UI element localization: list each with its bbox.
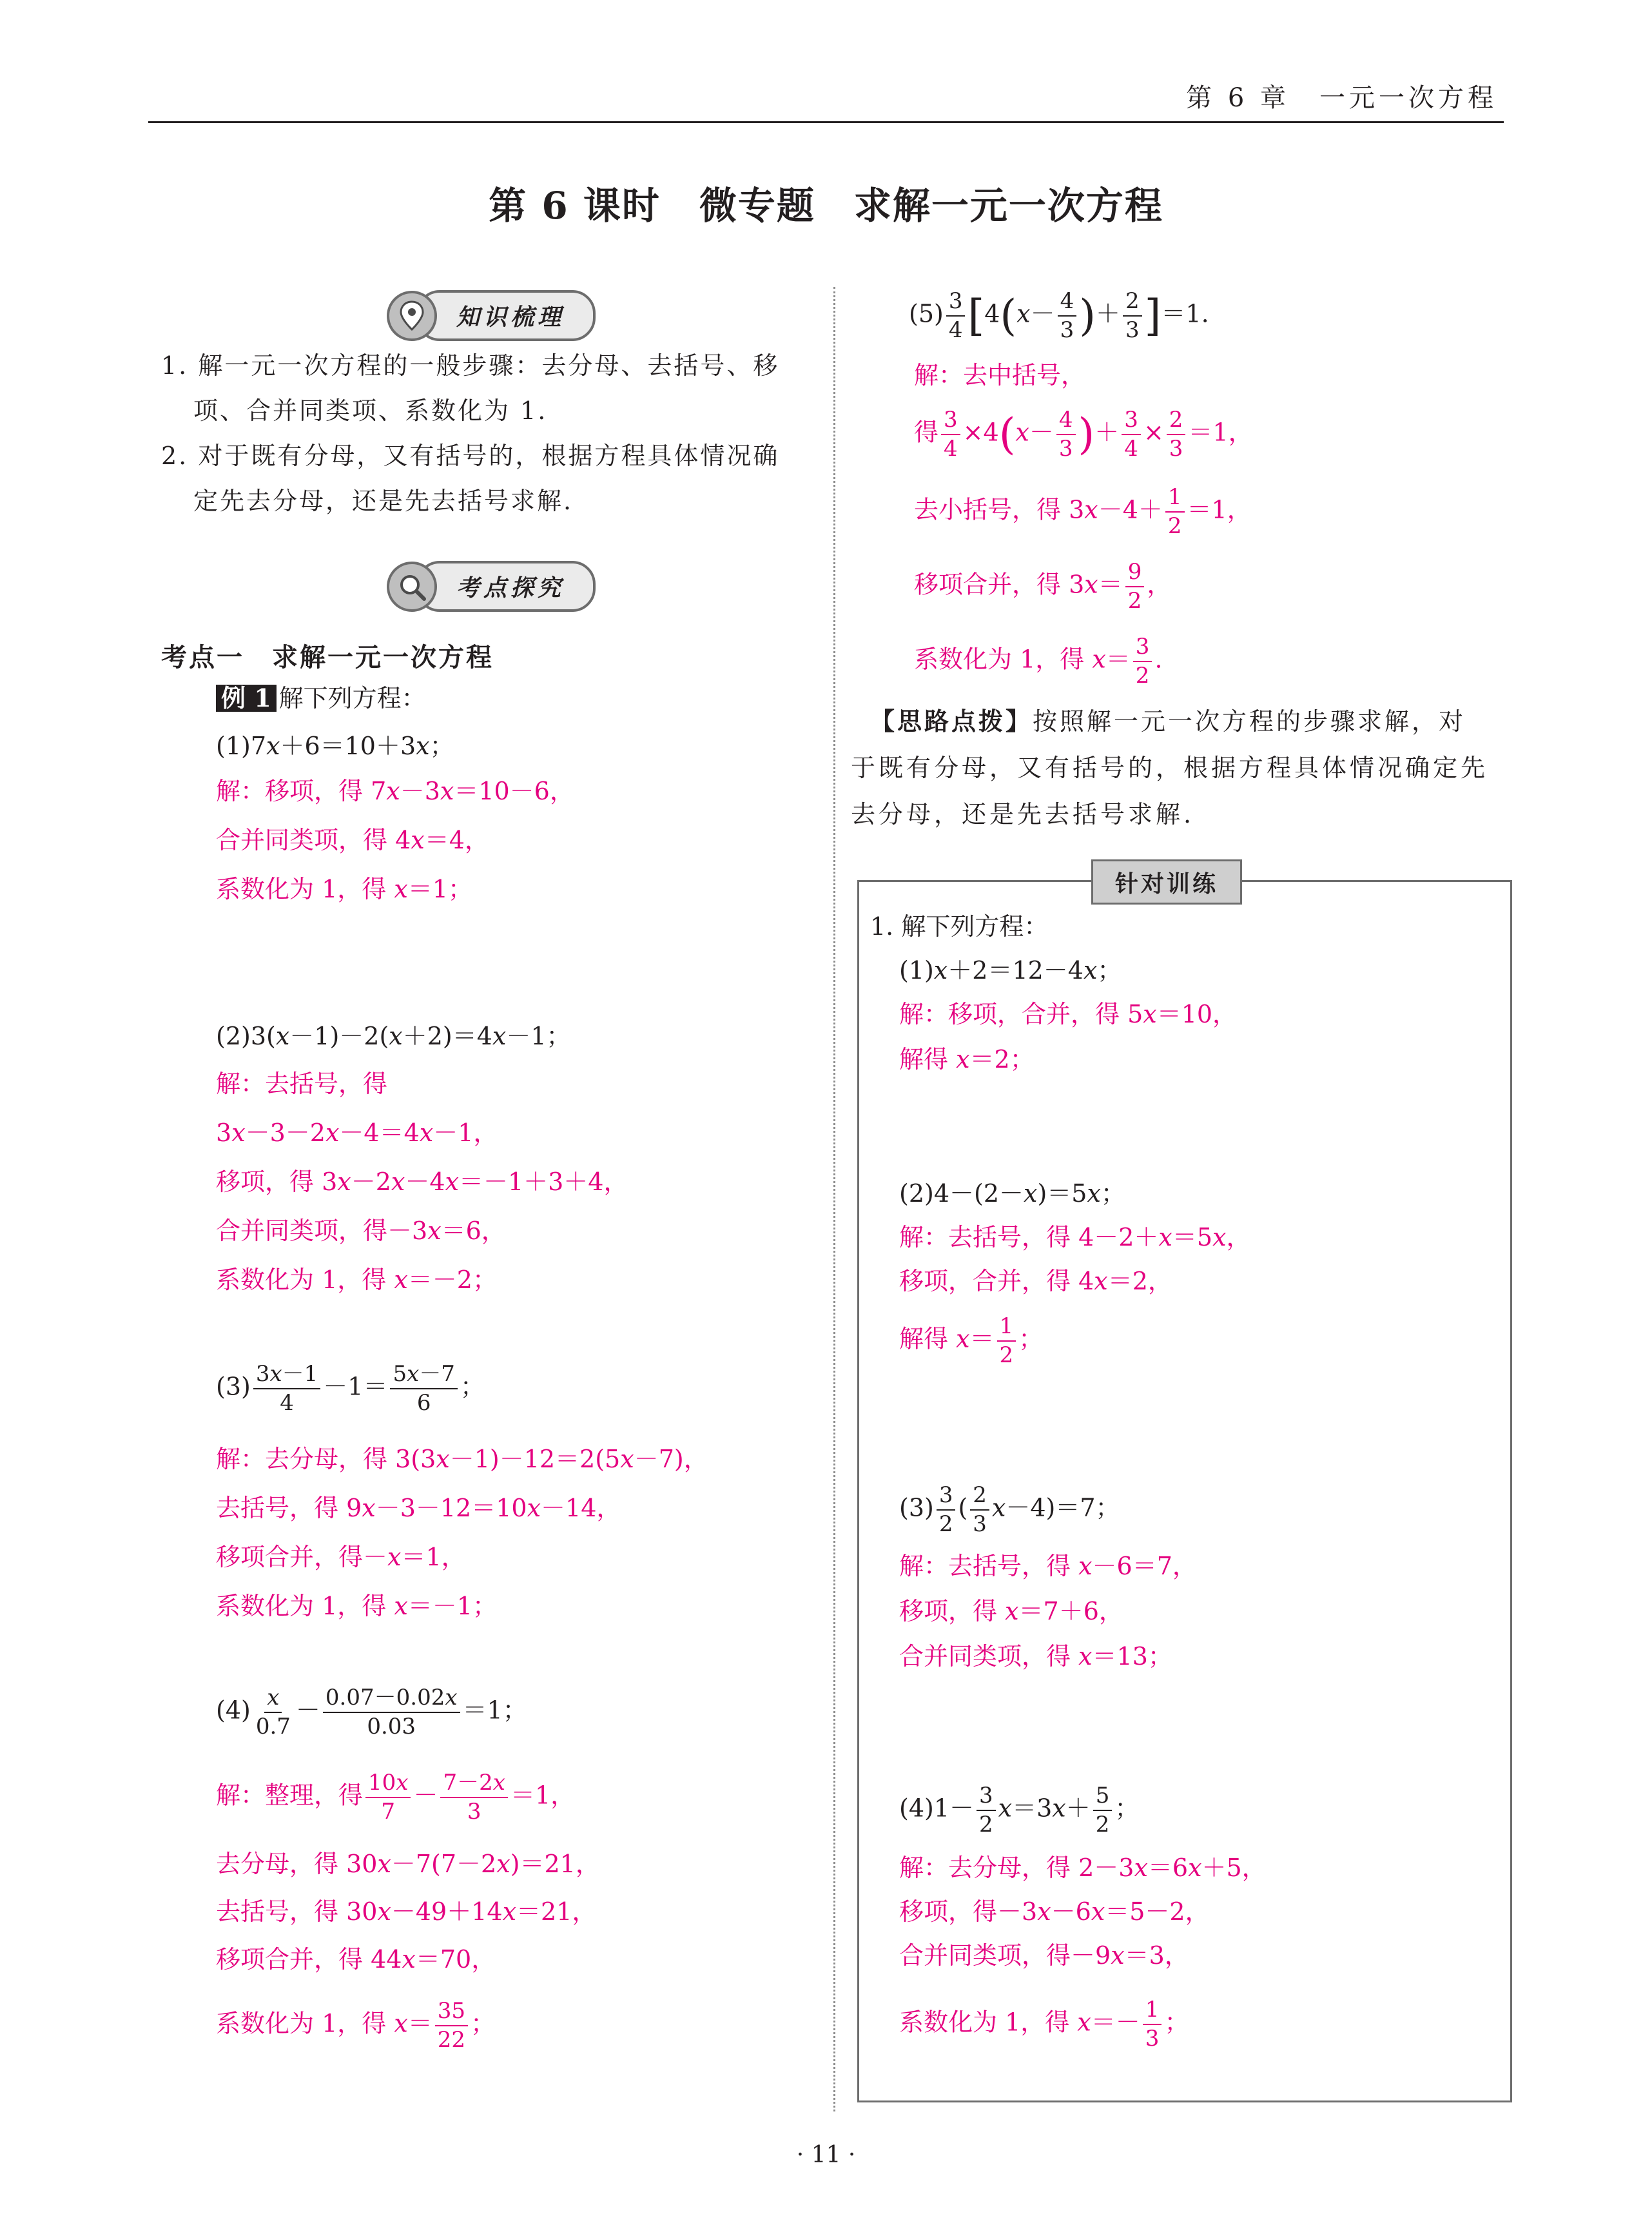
- eq-2: (2)3(x－1)－2(x＋2)＝4x－1；: [216, 1022, 571, 1050]
- eq-3: (3) $\frac{3x-1}{4}$ －1＝ $\frac{5x-7}{6}$ ；: [216, 1361, 485, 1416]
- solution-1-line-3: 系数化为 1，得 x＝1；: [216, 875, 472, 903]
- train-solution-2-line-2: 移项，合并，得 4x＝2，: [899, 1267, 1172, 1295]
- knowledge-item-2-cont: 定先去分母，还是先去括号求解.: [193, 487, 574, 515]
- tip-line-3: 去分母，还是先去括号求解.: [851, 800, 1195, 828]
- tip-label: 【思路点拨】: [870, 707, 1033, 736]
- solution-2-line-4: 合并同类项，得－3x＝6，: [216, 1217, 506, 1245]
- train-solution-3-line-2: 移项，得 x＝7＋6，: [899, 1597, 1123, 1625]
- knowledge-item-1: 1. 解一元一次方程的一般步骤：去分母、去括号、移: [161, 351, 780, 380]
- knowledge-item-2: 2. 对于既有分母，又有括号的，根据方程具体情况确: [161, 442, 780, 470]
- solution-3-line-4: 系数化为 1，得 x＝－1；: [216, 1592, 497, 1620]
- train-eq-4: (4)1－ $\frac{3}{2}$ x＝3x＋ $\frac{5}{2}$ ；: [899, 1783, 1140, 1838]
- solution-5-line-5: 系数化为 1，得 x＝ $\frac{3}{2}$ .: [914, 634, 1163, 689]
- tip-text-1: 按照解一元一次方程的步骤求解，对: [1033, 707, 1466, 736]
- exam-badge-label: 考点探究: [416, 561, 596, 612]
- train-eq-3: (3) $\frac{3}{2}$ ( $\frac{2}{3}$ x－4)＝7；: [899, 1482, 1120, 1538]
- example-prompt-text: 解下列方程：: [278, 684, 426, 712]
- solution-3-line-2: 去括号，得 9x－3－12＝10x－14，: [216, 1494, 621, 1522]
- train-solution-3-line-3: 合并同类项，得 x＝13；: [899, 1642, 1172, 1670]
- chapter-header: 第 6 章 一元一次方程: [1186, 83, 1497, 113]
- train-solution-3-line-1: 解：去括号，得 x－6＝7，: [899, 1552, 1197, 1580]
- solution-5-line-1: 解：去中括号，: [914, 361, 1086, 389]
- solution-3-line-1: 解：去分母，得 3(3x－1)－12＝2(5x－7)，: [216, 1445, 708, 1473]
- solution-4-line-3: 去括号，得 30x－49＋14x＝21，: [216, 1897, 597, 1926]
- header-rule: [148, 121, 1504, 123]
- train-solution-1-line-1: 解：移项，合并，得 5x＝10，: [899, 1000, 1238, 1028]
- example-prompt: [216, 685, 426, 712]
- solution-3-line-3: 移项合并，得－x＝1，: [216, 1543, 466, 1571]
- train-solution-4-line-3: 合并同类项，得－9x＝3，: [899, 1941, 1189, 1970]
- train-solution-4-line-1: 解：去分母，得 2－3x＝6x＋5，: [899, 1854, 1267, 1882]
- solution-1-line-2: 合并同类项，得 4x＝4，: [216, 826, 489, 854]
- tip-line-2: 于既有分母，又有括号的，根据方程具体情况确定先: [851, 754, 1489, 782]
- train-solution-2-line-3: 解得 x＝ $\frac{1}{2}$ ；: [899, 1313, 1044, 1369]
- page-title: 第 6 课时 微专题 求解一元一次方程: [489, 184, 1163, 228]
- train-solution-4-line-4: 系数化为 1，得 x＝－ $\frac{1}{3}$ ；: [899, 1997, 1189, 2052]
- eq-4: (4) $\frac{x}{0.7}$ － $\frac{0.07-0.02x}{0.03}$ ＝1；: [216, 1685, 527, 1740]
- train-eq-1: (1)x＋2＝12－4x；: [899, 956, 1122, 984]
- solution-4-line-4: 移项合并，得 44x＝70，: [216, 1945, 496, 1973]
- training-tab: 针对训练: [1091, 859, 1242, 905]
- page-number: · 11 ·: [796, 2142, 856, 2168]
- train-eq-2: (2)4－(2－x)＝5x；: [899, 1179, 1125, 1208]
- column-divider: [833, 287, 835, 2111]
- solution-4-line-2: 去分母，得 30x－7(7－2x)＝21，: [216, 1850, 600, 1878]
- solution-5-line-3: 去小括号，得 3x－4＋ $\frac{1}{2}$ ＝1，: [914, 484, 1252, 540]
- train-solution-4-line-2: 移项，得－3x－6x＝5－2，: [899, 1897, 1210, 1926]
- solution-1-line-1: 解：移项，得 7x－3x＝10－6，: [216, 777, 574, 805]
- train-solution-2-line-1: 解：去括号，得 4－2＋x＝5x，: [899, 1223, 1251, 1251]
- solution-2-line-5: 系数化为 1，得 x＝－2；: [216, 1266, 497, 1294]
- knowledge-item-1-cont: 项、合并同类项、系数化为 1.: [193, 397, 548, 425]
- magnifier-icon: [387, 562, 437, 612]
- training-prompt: 1. 解下列方程：: [870, 912, 1049, 941]
- eq-1: (1)7x＋6＝10＋3x；: [216, 732, 454, 760]
- solution-5-line-2: 得 $\frac{3}{4}$ ×4(x－ $\frac{4}{3}$ )＋ $\frac{3}{4}$ × $\frac{2}{3}$ ＝1，: [914, 407, 1253, 462]
- example-tag: 例 1: [216, 685, 277, 712]
- solution-2-line-2: 3x－3－2x－4＝4x－1，: [216, 1119, 498, 1147]
- solution-2-line-1: 解：去括号，得: [216, 1070, 388, 1098]
- knowledge-badge: [387, 290, 596, 341]
- eq-5: (5) $\frac{3}{4}$ [4(x－ $\frac{4}{3}$ )＋ $\frac{2}{3}$ ]＝1.: [909, 288, 1209, 344]
- section-heading: 考点一 求解一元一次方程: [161, 642, 494, 672]
- solution-4-line-5: 系数化为 1，得 x＝ $\frac{35}{22}$ ；: [216, 1998, 496, 2053]
- solution-5-line-4: 移项合并，得 3x＝ $\frac{9}{2}$ ，: [914, 559, 1172, 614]
- solution-2-line-3: 移项，得 3x－2x－4x＝－1＋3＋4，: [216, 1168, 628, 1196]
- solution-4-line-1: 解：整理，得 $\frac{10x}{7}$ － $\frac{7-2x}{3}$ ＝1，: [216, 1770, 576, 1825]
- map-pin-icon: [387, 291, 437, 341]
- train-solution-1-line-2: 解得 x＝2；: [899, 1045, 1035, 1073]
- exam-badge: [387, 561, 596, 612]
- tip-line-1: [870, 709, 1466, 734]
- knowledge-badge-label: 知识梳理: [416, 290, 596, 341]
